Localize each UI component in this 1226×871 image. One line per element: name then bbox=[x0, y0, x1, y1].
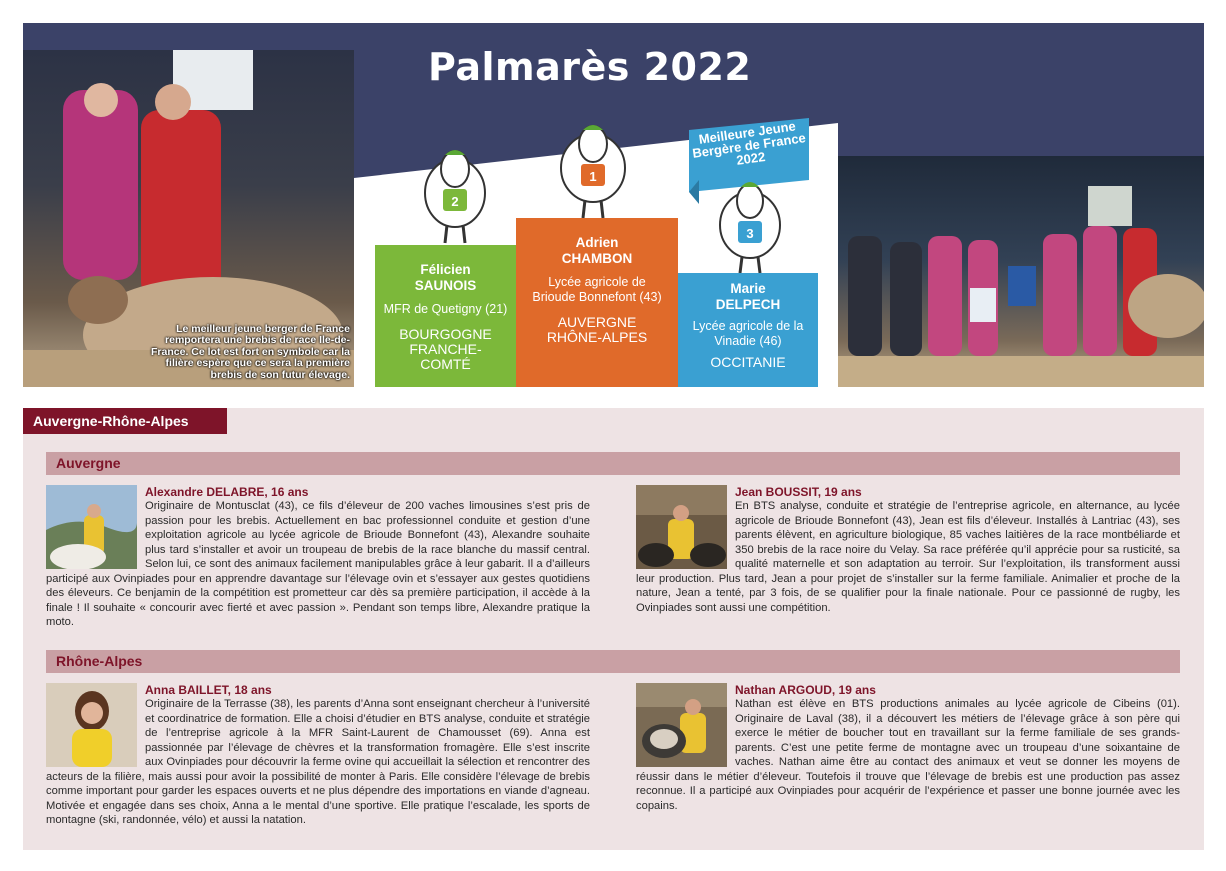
podium-region: AUVERGNE RHÔNE-ALPES bbox=[546, 314, 648, 345]
profile-photo bbox=[46, 485, 137, 569]
svg-text:2: 2 bbox=[451, 194, 459, 209]
svg-text:3: 3 bbox=[746, 226, 754, 241]
sheep-mascot-2-icon bbox=[419, 141, 491, 245]
profile-name: Alexandre DELABRE, 16 ans bbox=[145, 485, 309, 499]
podium-name-first: Marie bbox=[730, 281, 766, 296]
subregion-title-rhone-alpes: Rhône-Alpes bbox=[46, 650, 1180, 673]
subregion-title-auvergne: Auvergne bbox=[46, 452, 1180, 475]
profile-name: Nathan ARGOUD, 19 ans bbox=[735, 683, 876, 697]
profile-photo bbox=[636, 683, 727, 767]
region-title: Auvergne-Rhône-Alpes bbox=[23, 408, 227, 434]
profile-name: Jean BOUSSIT, 19 ans bbox=[735, 485, 862, 499]
podium-name-first: Adrien bbox=[575, 235, 619, 250]
profile-text: Originaire de Montusclat (43), ce fils d’éleveur de 200 vaches limousines s’est pris de passion pour les brebis. Actuellement en bac professionnel conduite et gestion d’une exploitation agricole au lycée agricole de Brioude Bonnefont (43), Alexandre souhaite plus tard s’installer et avoir un troupeau de brebis de la race blanche du massif central. Selon lui, ce sont des animaux facilement manipulables grâce à leur gabarit. Il a d’ailleurs participé aux Ovinpiades pour en apprendre davantage sur l’élevage ovin et s’essayer aux gestes quotidiens des éleveurs. Ce benjamin de la compétition est prometteur car dès sa première participation, il accède à la finale ! Il souhaite « concourir avec fierté et avec passion ». Pendant son temps libre, Alexandre pratique la moto. bbox=[46, 500, 590, 628]
profile-photo bbox=[636, 485, 727, 569]
podium-region: BOURGOGNE FRANCHE-COMTÉ bbox=[399, 326, 492, 372]
sheep-mascot-3-icon bbox=[715, 175, 785, 275]
profile-card bbox=[636, 485, 1180, 615]
profile-card bbox=[636, 683, 1180, 813]
photo-caption: Le meilleur jeune berger de France remportera une brebis de race Ile-de-France. Ce lot est fort en symbole car la filière espère que ce sera la première brebis de son futur élevage. bbox=[151, 322, 350, 381]
profile-photo bbox=[46, 683, 137, 767]
profile-name: Anna BAILLET, 18 ans bbox=[145, 683, 272, 697]
profile-card bbox=[46, 485, 590, 630]
profile-card bbox=[46, 683, 590, 828]
podium-first bbox=[516, 218, 678, 387]
page-title: Palmarès 2022 bbox=[428, 45, 752, 89]
banner-title: Meilleure Jeune Bergère de France 2022 bbox=[691, 118, 807, 168]
header-banner bbox=[23, 23, 1204, 387]
svg-text:1: 1 bbox=[589, 169, 597, 184]
podium-name-last: CHAMBON bbox=[561, 251, 633, 266]
podium-school: Lycée agricole de la Vinadie (46) bbox=[692, 319, 804, 348]
podium-name-last: DELPECH bbox=[715, 297, 781, 312]
podium-name-first: Félicien bbox=[420, 262, 471, 277]
podium-school: MFR de Quetigny (21) bbox=[383, 302, 508, 316]
podium-second bbox=[375, 245, 516, 387]
sheep-mascot-1-icon bbox=[555, 116, 631, 220]
profile-text: En BTS analyse, conduite et stratégie de l’entreprise agricole, en alternance, au lycée agricole de Brioude Bonnefont (43), Jean est fils d’éleveur. Installés à Lantriac (43), ses parents élèvent, en agriculture biologique, 85 vaches laitières de la race montbéliarde et 350 brebis de la race noire du Velay. Sa race préférée qu’il apprécie pour sa rusticité, sa qualité maternelle et son adaptation au terroir. Sur l’exploitation, ils transforment aussi leur production. Plus tard, Jean a pour projet de s’installer sur la ferme familiale. Animalier et proche de la nature, Jean a tenté, par 3 fois, de se qualifier pour la finale nationale. Pour ce passionné de rugby, les Ovinpiades sont aussi une compétition. bbox=[636, 500, 1180, 614]
photo-finalists-group bbox=[838, 156, 1204, 387]
photo-winner-with-sheep bbox=[23, 50, 354, 387]
podium-third bbox=[678, 273, 818, 387]
profile-text: Originaire de la Terrasse (38), les parents d’Anna sont enseignant chercheur à l’université et coordinatrice de formation. Elle a choisi d’étudier en BTS analyse, conduite et stratégie de l’entreprise agricole à la MFR Saint-Laurent de Chamousset (69). Anna est passionnée par l’élevage de chèvres et la transformation fromagère. Elle s’est inscrite aux Ovinpiades pour découvrir la ferme ovine qui accueillait la sélection et rencontrer des acteurs de la filière, mais aussi pour avoir la possibilité de monter à Paris. Elle considère l’élevage de brebis comme important pour garder les espaces ouverts et ne plus dépendre des importations en viande d’agneau. Motivée et engagée dans ses choix, Anna a le mental d’une sportive. Elle pratique l’escalade, les sports de montagne (ski, randonnée, vélo) et aussi la natation. bbox=[46, 698, 590, 826]
profile-text: Nathan est élève en BTS productions animales au lycée agricole de Cibeins (01). Originaire de Laval (38), il a découvert les métiers de l’élevage grâce à son père qui exerce le métier de boucher tout en travaillant sur la ferme familiale de ses grands-parents. C’est une petite ferme de montagne avec un troupeau d’une soixantaine de vaches. Nathan aime être au contact des animaux et veut se donner les moyens de réussir dans le métier d’éleveur. Toutefois il trouve que l’élevage de brebis est une production pas assez reconnue. Il a participé aux Ovinpiades pour acquérir de l’expérience et passer une bonne journée avec les copains. bbox=[636, 698, 1180, 812]
podium-name-last: SAUNOIS bbox=[414, 278, 477, 293]
podium-region: OCCITANIE bbox=[710, 354, 786, 370]
photo-illustration bbox=[838, 156, 1204, 387]
podium-school: Lycée agricole de Brioude Bonnefont (43) bbox=[532, 275, 662, 304]
